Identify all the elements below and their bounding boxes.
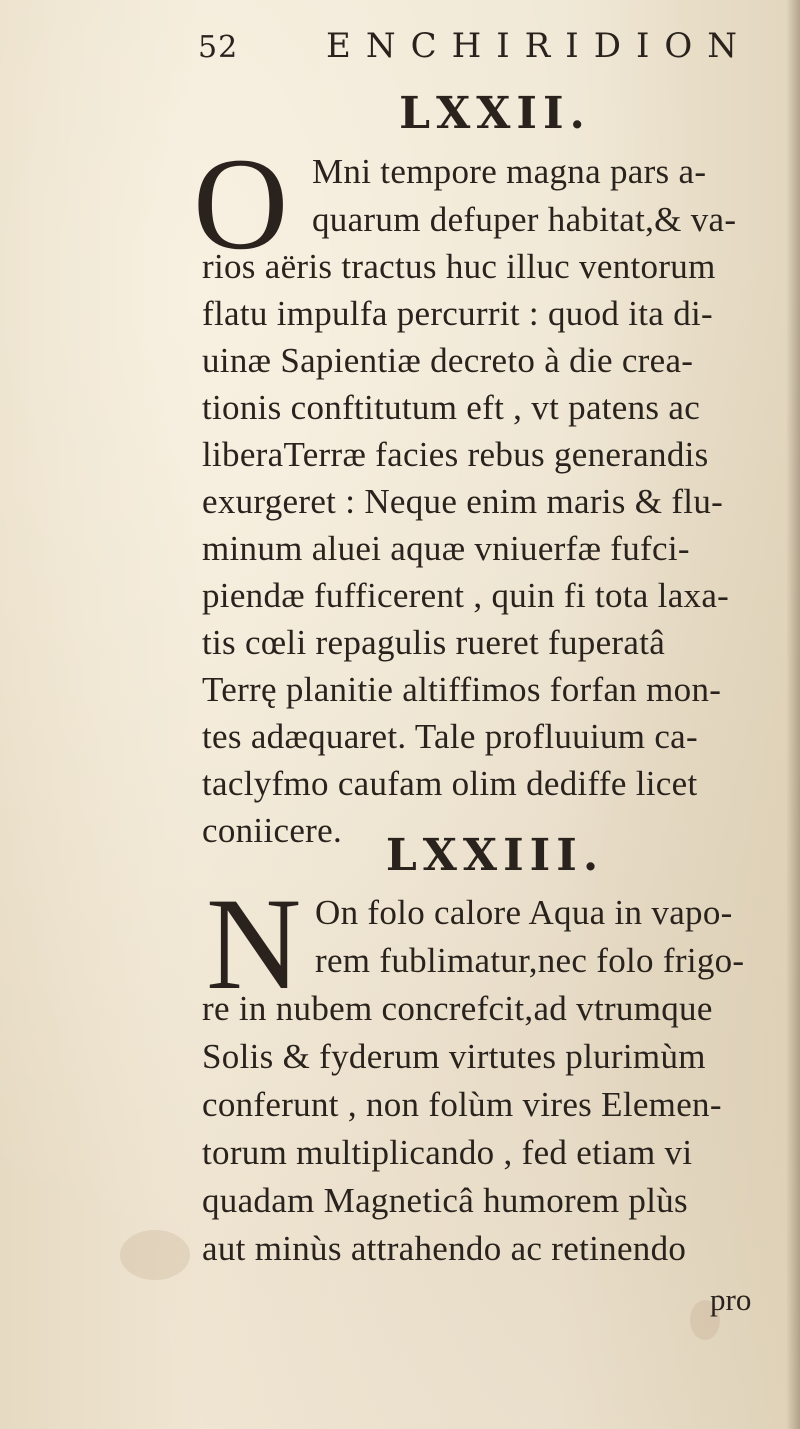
- text-line: rem fublimatur,nec folo frigo-: [315, 941, 745, 980]
- dropcap-letter: O: [193, 130, 289, 277]
- paper-stain: [120, 1230, 190, 1280]
- section-heading: LXXIII.: [385, 830, 605, 881]
- text-line: Mni tempore magna pars a-: [312, 152, 707, 191]
- text-line: tes adæquaret. Tale profluuium ca-: [202, 717, 698, 756]
- section-heading: LXXII.: [399, 88, 591, 139]
- text-line: quadam Magneticâ humorem plùs: [202, 1181, 688, 1220]
- text-line: tionis conftitutum eft , vt patens ac: [202, 388, 701, 427]
- text-line: taclyfmo caufam olim dediffe licet: [202, 764, 698, 803]
- text-line: coniicere.: [202, 811, 342, 850]
- text-line: minum aluei aquæ vniuerfæ fufci-: [202, 529, 690, 568]
- text-line: uinæ Sapientiæ decreto à die crea-: [202, 341, 694, 380]
- text-line: tis cœli repagulis rueret fuperatâ: [202, 623, 666, 662]
- text-line: exurgeret : Neque enim maris & flu-: [202, 482, 724, 521]
- text-line: flatu impulfa percurrit : quod ita di-: [202, 294, 713, 333]
- text-line: quarum defuper habitat,& va-: [312, 200, 737, 239]
- text-line: aut minùs attrahendo ac retinendo: [202, 1229, 687, 1268]
- text-line: rios aëris tractus huc illuc ventorum: [202, 247, 716, 286]
- catchword: pro: [710, 1282, 752, 1317]
- text-line: conferunt , non folùm vires Elemen-: [202, 1085, 722, 1124]
- text-line: re in nubem concrefcit,ad vtrumque: [202, 989, 713, 1028]
- text-line: torum multiplicando , fed etiam vi: [202, 1133, 693, 1172]
- page-number: 52: [198, 30, 239, 65]
- running-head: [198, 26, 758, 76]
- text-line: piendæ fufficerent , quin fi tota laxa-: [202, 576, 730, 615]
- text-line: On folo calore Aqua in vapo-: [315, 893, 733, 932]
- running-title: ENCHIRIDION: [326, 26, 753, 66]
- text-line: Terrę planitie altiffimos forfan mon-: [202, 670, 722, 709]
- dropcap-letter: N: [206, 870, 302, 1017]
- text-line: Solis & fyderum virtutes plurimùm: [202, 1037, 706, 1076]
- text-line: liberaTerræ facies rebus generandis: [202, 435, 709, 474]
- page-edge-shadow: [786, 0, 800, 1429]
